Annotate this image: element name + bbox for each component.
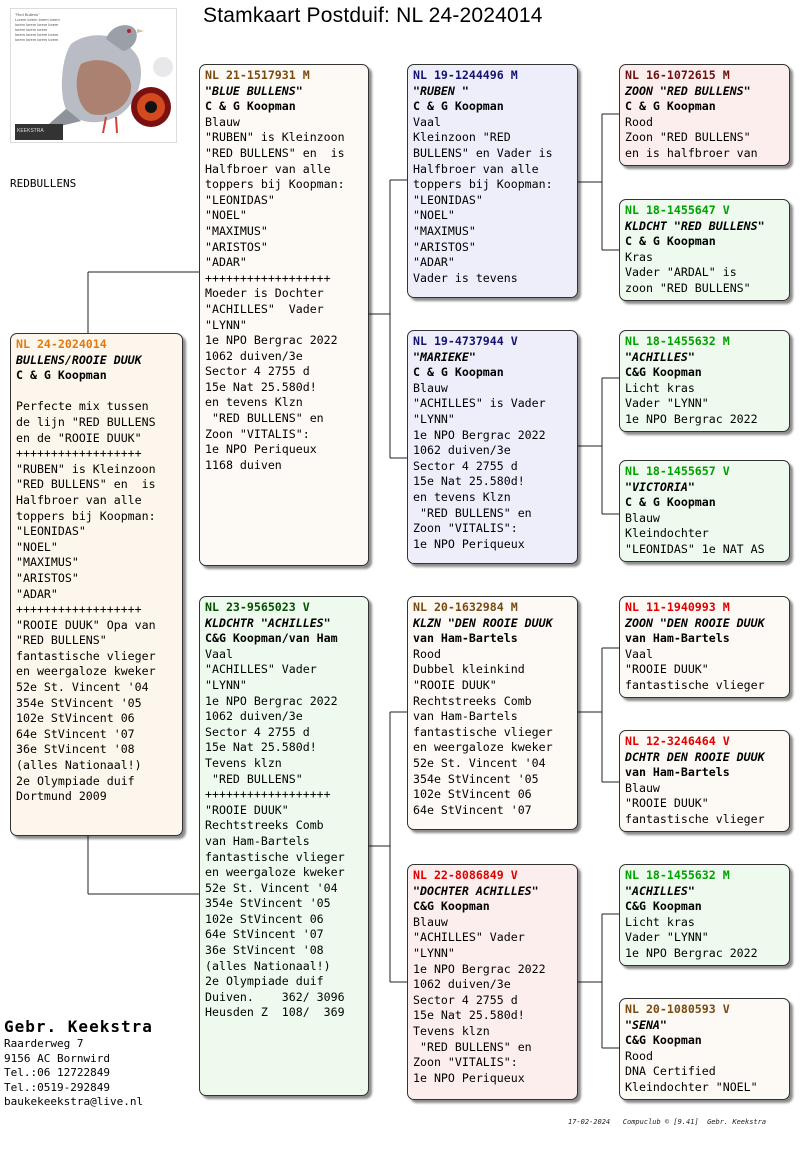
description-line: Blauw [413,380,448,395]
description-line: Zoon "VITALIS": [205,426,310,441]
description-line: 1e NPO Periqueux [413,1070,525,1085]
pigeon-name: "SENA" [625,1017,667,1032]
pigeon-description [413,647,572,819]
breeder-email[interactable]: baukekeekstra@live.nl [4,1095,144,1108]
description-line: Halfbroer van alle [413,161,539,176]
description-line: en weergaloze kweker [413,740,553,755]
description-line: 52e St. Vincent '04 [413,755,546,770]
description-line: fantastische vlieger [625,677,765,692]
description-line: 15e Nat 25.580d! [205,740,317,755]
description-line: fantastische vlieger [625,811,765,826]
description-line: "RED BULLENS" en is [205,145,345,160]
description-line: 354e StVincent '05 [205,896,331,911]
description-line: Zoon "VITALIS": [413,521,518,536]
description-line: 1e NPO Bergrac 2022 [205,333,338,348]
description-line: "NOEL" [205,208,247,223]
description-line: 1062 duiven/3e [413,977,511,992]
pigeon-name: "ACHILLES" [625,883,695,898]
description-line: Sector 4 2755 d [413,458,518,473]
ring-number: NL 18-1455647 V [625,203,730,217]
pigeon-card-mmf[interactable] [619,864,790,966]
pigeon-name: "RUBEN " [413,83,469,98]
description-line: ++++++++++++++++++ [205,787,331,802]
ring-number: NL 19-4737944 V [413,334,518,348]
pigeon-card-mmm[interactable] [619,998,790,1100]
description-line: "ROOIE DUUK" [625,662,709,677]
pigeon-description [413,915,572,1087]
description-line: Licht kras [625,380,695,395]
description-line: ++++++++++++++++++ [16,446,142,461]
description-line: Vader "ARDAL" is [625,265,737,280]
description-line: 36e StVincent '08 [205,943,324,958]
pigeon-card-mff[interactable] [619,596,790,698]
pigeon-description [625,1049,784,1096]
ring-number: NL 22-8086849 V [413,868,518,882]
description-line: "NOEL" [413,208,455,223]
description-line: 2e Olympiade duif [205,974,324,989]
description-line: Rood [625,114,653,129]
pigeon-owner: van Ham-Bartels [625,765,730,780]
description-line: 64e StVincent '07 [413,802,532,817]
pigeon-description [625,381,784,428]
description-line: en weergaloze kweker [16,664,156,679]
pigeon-name: "VICTORIA" [625,479,695,494]
description-line: ++++++++++++++++++ [16,602,142,617]
pigeon-card-fmm[interactable] [619,460,790,562]
description-line: "RED BULLENS" [205,771,303,786]
photo-corner-text: KEEKSTRA [17,128,44,134]
description-line: 1e NPO Periqueux [413,536,525,551]
photo-caption-line: lorem lorem lorem lorem [15,32,59,37]
description-line: de lijn "RED BULLENS [16,414,156,429]
description-line: ++++++++++++++++++ [205,270,331,285]
description-line: 1e NPO Bergrac 2022 [625,411,758,426]
description-line: van Ham-Bartels [205,833,310,848]
description-line: Halfbroer van alle [205,161,331,176]
description-line: 102e StVincent 06 [205,911,324,926]
description-line: 15e Nat 25.580d! [413,1008,525,1023]
description-line: "ACHILLES" Vader [205,301,324,316]
description-line: "ADAR" [413,255,455,270]
description-line: fantastische vlieger [413,724,553,739]
description-line: "RED BULLENS" en [205,411,324,426]
pigeon-name: KLZN "DEN ROOIE DUUK [413,615,553,630]
description-line: Heusden Z 108/ 369 [205,1005,345,1020]
ring-number: NL 18-1455632 M [625,334,730,348]
description-line: Rood [625,1048,653,1063]
pigeon-name: BULLENS/ROOIE DUUK [16,352,142,367]
description-line: "LEONIDAS" [16,524,86,539]
description-line: Blauw [625,510,660,525]
description-line: Vaal [625,646,653,661]
description-line: "ROOIE DUUK" [205,802,289,817]
pigeon-owner: C&G Koopman [413,899,490,914]
description-line: 52e St. Vincent '04 [205,880,338,895]
description-line: fantastische vlieger [16,648,156,663]
pigeon-card-fm[interactable] [407,330,578,564]
description-line: "RUBEN" is Kleinzoon [16,461,156,476]
description-line: "ACHILLES" Vader [413,930,525,945]
breeder-address: Raarderweg 7 [4,1037,84,1050]
pigeon-name: "BLUE BULLENS" [205,83,303,98]
pigeon-owner: van Ham-Bartels [625,631,730,646]
description-line: en weergaloze kweker [205,865,345,880]
breeder-phone: Tel.:0519-292849 [4,1080,110,1094]
description-line: 1e NPO Bergrac 2022 [413,427,546,442]
pigeon-description [413,115,572,287]
pigeon-card-ffm[interactable] [619,199,790,301]
pigeon-owner: C & G Koopman [413,99,504,114]
description-line: Tevens klzn [413,1023,490,1038]
description-line: "ARISTOS" [413,239,476,254]
description-line: Perfecte mix tussen [16,399,149,414]
description-line: Zoon "RED BULLENS" [625,130,751,145]
description-line: Kleindochter "NOEL" [625,1079,758,1094]
description-line: 102e StVincent 06 [413,787,532,802]
description-line: "MAXIMUS" [16,555,79,570]
description-line: Vaal [205,646,233,661]
description-line: 1062 duiven/3e [205,709,303,724]
description-line: "ARISTOS" [205,239,268,254]
description-line: "ROOIE DUUK" [413,677,497,692]
description-line: 1168 duiven [205,457,282,472]
description-line: 102e StVincent 06 [16,711,135,726]
description-line: Dubbel kleinkind [413,662,525,677]
breeder-city: 9156 AC Bornwird [4,1051,110,1065]
description-line: en de "ROOIE DUUK" [16,430,142,445]
description-line: 64e StVincent '07 [205,927,324,942]
description-line: 1e NPO Bergrac 2022 [625,945,758,960]
description-line: Rechtstreeks Comb [205,818,324,833]
description-line: Sector 4 2755 d [205,364,310,379]
pigeon-description [625,511,784,558]
photo-caption-line: lorem lorem lorem lorem [15,37,59,42]
description-line: toppers bij Koopman: [413,177,553,192]
description-line: (alles Nationaal!) [205,958,331,973]
description-line: 1e NPO Bergrac 2022 [205,693,338,708]
pigeon-owner: C & G Koopman [413,365,504,380]
pigeon-card-fmf[interactable] [619,330,790,432]
description-line: "LEONIDAS" [205,192,275,207]
pigeon-owner: C&G Koopman [625,899,702,914]
pigeon-owner: C&G Koopman [625,365,702,380]
pigeon-name: KLDCHT "RED BULLENS" [625,218,765,233]
description-line: "MAXIMUS" [413,223,476,238]
description-line: "ADAR" [16,586,58,601]
pigeon-name: ZOON "DEN ROOIE DUUK [625,615,765,630]
photo-caption-line: lorem lorem lorem lorem [15,22,59,27]
ring-number: NL 24-2024014 [16,337,107,351]
description-line: Halfbroer van alle [16,492,142,507]
description-line: 354e StVincent '05 [413,771,539,786]
description-line: 64e StVincent '07 [16,726,135,741]
description-line: Kras [625,249,653,264]
description-line: 15e Nat 25.580d! [205,379,317,394]
breeder-phone: Tel.:06 12722849 [4,1066,110,1079]
pigeon-card-ff[interactable] [407,64,578,298]
pigeon-description [205,647,363,1021]
description-line: Licht kras [625,914,695,929]
description-line: "RED BULLENS" en is [16,477,156,492]
breeder-name: Gebr. Keekstra [4,1017,153,1036]
description-line: Moeder is Dochter [205,286,324,301]
pigeon-owner: C & G Koopman [625,234,716,249]
description-line: 1062 duiven/3e [205,348,303,363]
pigeon-owner: C & G Koopman [625,495,716,510]
description-line: Vader "LYNN" [625,396,709,411]
description-line: "LEONIDAS" [413,192,483,207]
description-line: BULLENS" en Vader is [413,145,553,160]
description-line: "RED BULLENS" en [413,505,532,520]
description-line: en is halfbroer van [625,145,758,160]
description-line: Blauw [205,114,240,129]
pigeon-name: "MARIEKE" [413,349,476,364]
description-line: "ARISTOS" [16,570,79,585]
description-line: toppers bij Koopman: [16,508,156,523]
pigeon-card-mf[interactable] [407,596,578,830]
pigeon-owner: C&G Koopman [625,1033,702,1048]
photo-caption-line: lorem lorem lorem [15,27,48,32]
ring-number: NL 18-1455632 M [625,868,730,882]
description-line: "ACHILLES" Vader [205,662,317,677]
description-line: en tevens Klzn [413,489,511,504]
description-line: toppers bij Koopman: [205,177,345,192]
pigeon-description [625,647,784,694]
strain-label: REDBULLENS [10,177,77,190]
ring-number: NL 18-1455657 V [625,464,730,478]
description-line: "MAXIMUS" [205,223,268,238]
ring-number: NL 23-9565023 V [205,600,310,614]
description-line: 36e StVincent '08 [16,742,135,757]
description-line: 52e St. Vincent '04 [16,680,149,695]
pigeon-name: DCHTR DEN ROOIE DUUK [625,749,765,764]
description-line: Rechtstreeks Comb [413,693,532,708]
pigeon-card-mother[interactable] [199,596,369,1096]
description-line: "LYNN" [413,945,455,960]
description-line: Rood [413,646,441,661]
pigeon-card-mm[interactable] [407,864,578,1100]
pigeon-owner: C & G Koopman [16,368,107,383]
description-line: Tevens klzn [205,755,282,770]
description-line: Dortmund 2009 [16,789,107,804]
pigeon-owner: van Ham-Bartels [413,631,518,646]
pigeon-description [413,381,572,553]
page-title: Stamkaart Postduif: NL 24-2024014 [203,4,543,27]
description-line: "LYNN" [205,677,247,692]
description-line: "RUBEN" is Kleinzoon [205,130,345,145]
description-line: 2e Olympiade duif [16,773,135,788]
description-line: Vader is tevens [413,270,518,285]
description-line: 1062 duiven/3e [413,443,511,458]
photo-caption-line: Lorem lorem lorem lorem [15,17,60,22]
description-line: Vader "LYNN" [625,930,709,945]
description-line: "ROOIE DUUK" [625,796,709,811]
description-line: "LYNN" [205,317,247,332]
pigeon-card-father[interactable] [199,64,369,566]
description-line: "NOEL" [16,539,58,554]
pigeon-owner: C & G Koopman [625,99,716,114]
pigeon-owner: C&G Koopman/van Ham [205,631,338,646]
description-line: "RED BULLENS" en [413,1039,532,1054]
description-line: "ACHILLES" is Vader [413,396,546,411]
description-line: 15e Nat 25.580d! [413,474,525,489]
description-line: fantastische vlieger [205,849,345,864]
description-line: 354e StVincent '05 [16,695,142,710]
pigeon-description [16,384,177,805]
description-line: 1e NPO Bergrac 2022 [413,961,546,976]
ring-number: NL 11-1940993 M [625,600,730,614]
description-line: (alles Nationaal!) [16,758,142,773]
description-line: "LYNN" [413,411,455,426]
ring-number: NL 21-1517931 M [205,68,310,82]
description-line: Kleindochter [625,526,709,541]
description-line: Kleinzoon "RED [413,130,511,145]
description-line: Zoon "VITALIS": [413,1055,518,1070]
pigeon-description [205,115,363,474]
pigeon-description [625,250,784,297]
pigeon-card-mfm[interactable] [619,730,790,832]
description-line: van Ham-Bartels [413,709,518,724]
description-line: en tevens Klzn [205,395,303,410]
description-line: "RED BULLENS" [16,633,107,648]
pigeon-name: ZOON "RED BULLENS" [625,83,751,98]
pigeon-name: KLDCHTR "ACHILLES" [205,615,331,630]
description-line: Vaal [413,114,441,129]
description-line: Sector 4 2755 d [413,992,518,1007]
ring-number: NL 12-3246464 V [625,734,730,748]
pigeon-description [625,915,784,962]
photo-caption-line: "Red Bullens" [15,12,40,17]
ring-number: NL 20-1080593 V [625,1002,730,1016]
description-line: 1e NPO Periqueux [205,442,317,457]
description-line: "LEONIDAS" 1e NAT AS [625,541,765,556]
description-line: zoon "RED BULLENS" [625,280,751,295]
description-line: Blauw [413,914,448,929]
footer-credit: 17-02-2024 Compuclub © [9.41] Gebr. Keekstra [568,1118,767,1126]
description-line [16,384,177,400]
ring-number: NL 19-1244496 M [413,68,518,82]
ring-number: NL 16-1072615 M [625,68,730,82]
breeder-info [4,1017,194,1110]
pigeon-owner: C & G Koopman [205,99,296,114]
pigeon-card-fff[interactable] [619,64,790,166]
pigeon-card-main[interactable] [10,333,183,836]
pigeon-description [625,781,784,828]
pigeon-description [625,115,784,162]
pigeon-name: "ACHILLES" [625,349,695,364]
pigeon-name: "DOCHTER ACHILLES" [413,883,539,898]
description-line: "ROOIE DUUK" Opa van [16,617,156,632]
ring-number: NL 20-1632984 M [413,600,518,614]
description-line: Sector 4 2755 d [205,724,310,739]
description-line: Duiven. 362/ 3096 [205,989,345,1004]
description-line: Blauw [625,780,660,795]
description-line: DNA Certified [625,1064,716,1079]
description-line: "ADAR" [205,255,247,270]
